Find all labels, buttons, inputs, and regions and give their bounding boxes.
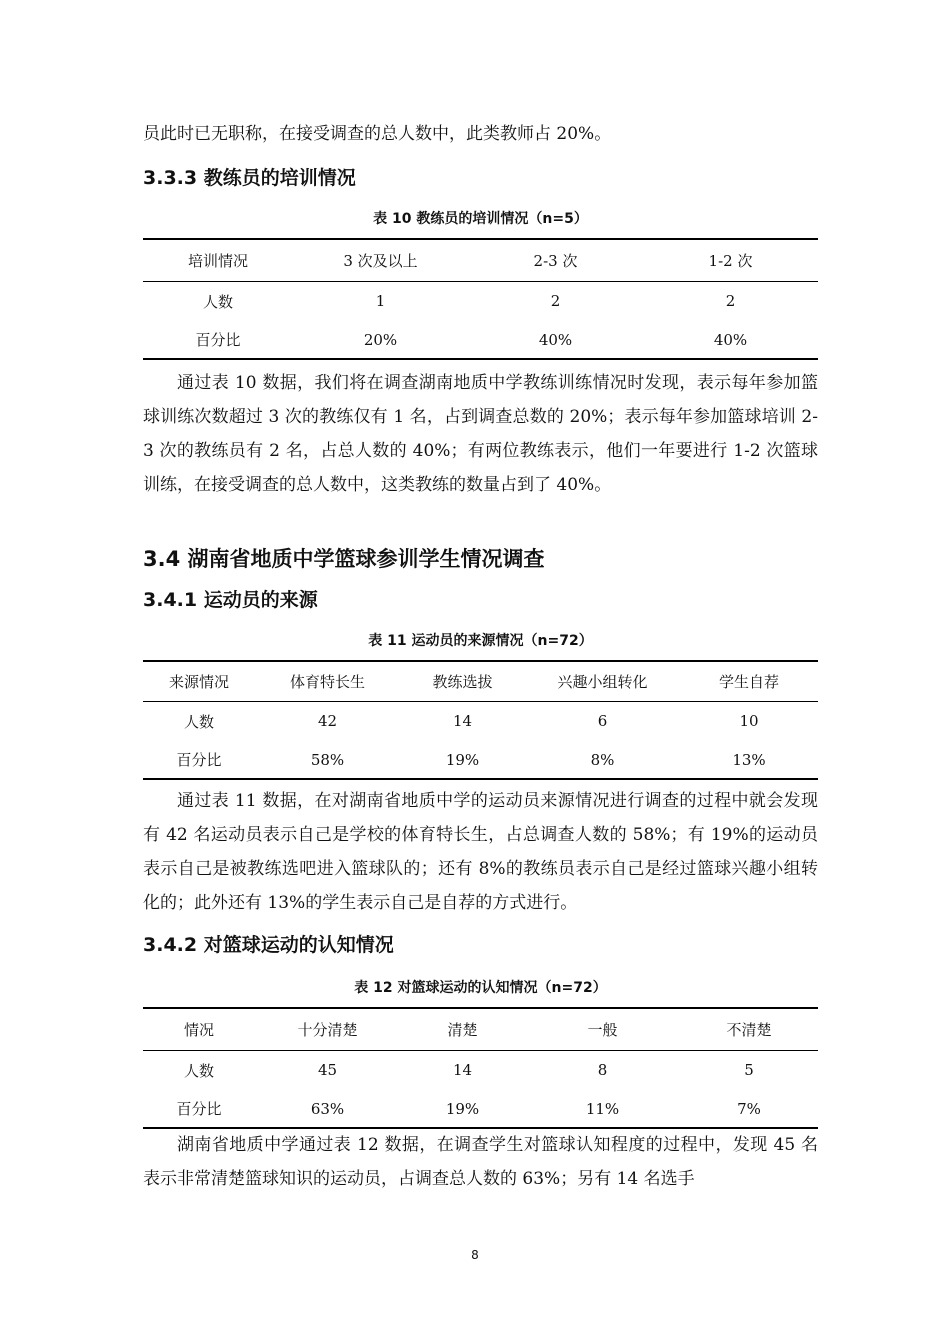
table-row	[143, 1050, 818, 1090]
table-cell: 63%	[255, 1090, 400, 1128]
table-row	[143, 1090, 818, 1128]
section-heading-3-4: 3.4 湖南省地质中学篮球参训学生情况调查	[143, 547, 545, 571]
table-header-cell: 学生自荐	[680, 661, 818, 701]
table-10-caption: 表 10 教练员的培训情况（n=5）	[373, 211, 588, 227]
table-row	[143, 321, 818, 359]
table-cell: 人数	[202, 292, 233, 311]
table-cell: 百分比	[143, 321, 293, 359]
paragraph-table-11: 通过表 11 数据，在对湖南省地质中学的运动员来源情况进行调查的过程中就会发现有 42 名运动员表示自己是学校的体育特长生，占总调查人数的 58%；有 19%的运动员表示自己是被教练选吧进入篮球队的；还有 8%的教练员表示自己是经过篮球兴趣小组转化的；此外还有 13%的学生表示自己是自荐的方式进行。	[143, 791, 818, 913]
table-cell: 14	[452, 712, 473, 731]
table-header-row	[143, 1008, 818, 1050]
table-cell: 人数	[183, 712, 214, 731]
table-header-cell: 体育特长生	[255, 661, 400, 701]
table-header-cell: 十分清楚	[255, 1008, 400, 1050]
table-cell: 6	[597, 712, 608, 731]
table-cell: 40%	[643, 321, 818, 359]
table-cell: 58%	[255, 741, 400, 779]
section-heading-3-4-2: 3.4.2 对篮球运动的认知情况	[143, 934, 394, 956]
table-cell: 11%	[525, 1090, 680, 1128]
table-cell: 百分比	[143, 741, 255, 779]
table-cell: 8%	[525, 741, 680, 779]
table-12	[143, 1007, 818, 1129]
table-header-cell: 清楚	[400, 1008, 525, 1050]
table-cell: 7%	[680, 1090, 818, 1128]
table-cell: 1	[375, 292, 386, 311]
table-cell: 20%	[293, 321, 468, 359]
table-row	[143, 741, 818, 779]
intro-line: 员此时已无职称，在接受调查的总人数中，此类教师占 20%。	[143, 124, 612, 144]
table-cell: 8	[597, 1061, 608, 1080]
table-header-cell: 情况	[143, 1008, 255, 1050]
table-cell: 45	[317, 1061, 338, 1080]
table-row	[143, 701, 818, 741]
section-heading-3-4-1: 3.4.1 运动员的来源	[143, 589, 318, 611]
table-11	[143, 660, 818, 780]
table-cell: 人数	[183, 1061, 214, 1080]
table-header-cell: 1-2 次	[643, 239, 818, 281]
table-cell: 42	[317, 712, 338, 731]
paragraph-table-12: 湖南省地质中学通过表 12 数据，在调查学生对篮球认知程度的过程中，发现 45 名表示非常清楚篮球知识的运动员，占调查总人数的 63%；另有 14 名选手	[143, 1135, 818, 1189]
table-row	[143, 281, 818, 321]
table-header-row	[143, 239, 818, 281]
table-header-cell: 兴趣小组转化	[525, 661, 680, 701]
table-cell: 19%	[400, 741, 525, 779]
paragraph-table-10: 通过表 10 数据，我们将在调查湖南地质中学教练训练情况时发现，表示每年参加篮球训练次数超过 3 次的教练仅有 1 名，占到调查总数的 20%；表示每年参加篮球培训 2-3 次的教练员有 2 名，占总人数的 40%；有两位教练表示，他们一年要进行 1-2 次篮球训练，在接受调查的总人数中，这类教练的数量占到了 40%。	[143, 373, 818, 495]
table-header-cell: 3 次及以上	[293, 239, 468, 281]
table-10	[143, 238, 818, 360]
table-12-caption: 表 12 对篮球运动的认知情况（n=72）	[354, 980, 607, 996]
table-cell: 14	[452, 1061, 473, 1080]
table-cell: 10	[739, 712, 759, 731]
table-cell: 5	[744, 1061, 754, 1080]
table-header-cell: 来源情况	[143, 661, 255, 701]
table-cell: 2	[725, 292, 736, 311]
section-heading-3-3-3: 3.3.3 教练员的培训情况	[143, 167, 356, 189]
table-cell: 2	[550, 292, 561, 311]
table-cell: 19%	[400, 1090, 525, 1128]
table-header-cell: 培训情况	[143, 239, 293, 281]
page-number: 8	[471, 1248, 479, 1262]
table-cell: 百分比	[143, 1090, 255, 1128]
table-header-cell: 一般	[525, 1008, 680, 1050]
table-header-cell: 教练选拔	[400, 661, 525, 701]
table-header-cell: 2-3 次	[468, 239, 643, 281]
table-header-row	[143, 661, 818, 701]
table-cell: 13%	[680, 741, 818, 779]
table-cell: 40%	[468, 321, 643, 359]
table-header-cell: 不清楚	[680, 1008, 818, 1050]
table-11-caption: 表 11 运动员的来源情况（n=72）	[368, 633, 593, 649]
